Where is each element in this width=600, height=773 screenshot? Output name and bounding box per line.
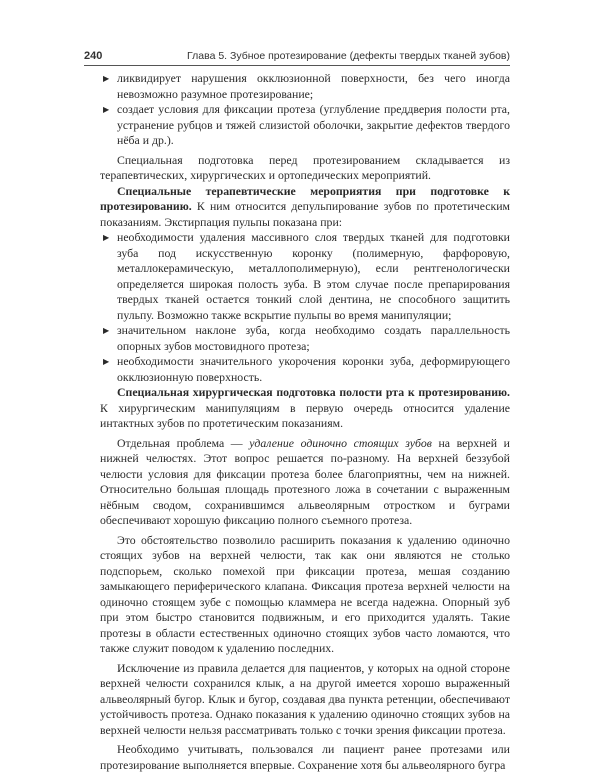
paragraph-surgical: Специальная хирургическая подготовка полости рта к протезированию. К хирургическим манипуляциям в первую очередь относится удаление интактных зубов по протетическим показаниям. [100,385,510,430]
bullet-triangle-icon: ▶ [103,357,110,366]
list-item: ▶ создает условия для фиксации протеза (углубление преддверия полости рта, устранение рубцов и тяжей слизистой оболочки, закрытие дефектов твердого нёба и др.). [103,102,510,147]
section-heading: Специальные терапевтические мероприятия при подготовке к протезированию. [100,183,510,213]
paragraph-therapeutic: Специальные терапевтические мероприятия при подготовке к протезированию. К ним относится депульпирование зубов по протетическим показаниям. Экстирпация пульпы показана при: [100,183,510,229]
running-header [84,50,510,62]
list-item: ▶ ликвидирует нарушения окклюзионной поверхности, без чего иногда невозможно разумное протезирование; [103,71,510,101]
list-item: ▶ значительном наклоне зуба, когда необходимо создать параллельность опорных зубов мостовидного протеза; [103,323,510,353]
section-heading: Специальная хирургическая подготовка полости рта к протезированию. [117,385,510,399]
chapter-title: Глава 5. Зубное протезирование (дефекты твердых тканей зубов) [187,50,510,62]
bullet-triangle-icon: ▶ [103,233,110,242]
paragraph: Специальная подготовка перед протезированием складывается из терапевтических, хирургических и ортопедических мероприятий. [100,152,510,182]
header-divider [84,65,510,66]
page-body [100,71,510,773]
paragraph: Необходимо учитывать, пользовался ли пациент ранее протезами или протезирование выполняется впервые. Сохранение хотя бы альвеолярного бугра [100,742,510,772]
list-item: ▶ необходимости значительного укорочения коронки зуба, деформирующего окклюзионную поверхность. [103,354,510,384]
paragraph: Это обстоятельство позволило расширить показания к удалению одиночно стоящих зубов на верхней челюсти, так как они являются не столько подспорьем, сколько помехой при фиксации протеза, мешая созданию замыкающего периферического клапана. Фиксация протеза верхней челюсти на одиночно стоящем зубе с помощью кламмера не всегда надежна. Опорный зуб при этом быстро становится подвижным, и его приходится удалять. Такие протезы в области естественных одиночно стоящих зубов часто ломаются, что также служит поводом к удалению последних. [100,532,510,655]
paragraph: Отдельная проблема — удаление одиночно стоящих зубов на верхней и нижней челюстях. Этот вопрос решается по-разному. На верхней беззубой челюсти условия для фиксации протеза более благоприятны, чем на нижней. Относительно большая площадь протезного ложа в сочетании с выраженным нёбным сводом, сохранившимся альвеолярным отростком и буграми обеспечивают хорошую фиксацию полного съемного протеза. [100,435,510,527]
bullet-triangle-icon: ▶ [103,105,110,114]
emphasis: удаление одиночно стоящих зубов [249,435,432,450]
bullet-list-1 [100,71,510,149]
bullet-triangle-icon: ▶ [103,326,110,335]
list-item: ▶ необходимости удаления массивного слоя твердых тканей для подготовки зуба под искусственную коронку (полимерную, фарфоровую, металлокерамическую, металлополимерную), если рентгенологически определяется широкая полость зуба. В этом случае после препарирования твердых тканей остается тонкий слой дентина, не способного защитить пульпу. Возможно также вскрытие пульпы во время манипуляции; [103,230,510,322]
page-number: 240 [84,50,103,62]
bullet-list-2 [100,230,510,385]
bullet-triangle-icon: ▶ [103,74,110,83]
paragraph: Исключение из правила делается для пациентов, у которых на одной стороне верхней челюсти сохранился клык, а на другой имеется хорошо выраженный альвеолярный бугор. Клык и бугор, создавая два пункта ретенции, обеспечивают устойчивость протеза. Однако показания к удалению одиночно стоящих зубов на верхней челюсти нельзя рассматривать только с точки зрения фиксации протеза. [100,660,510,737]
